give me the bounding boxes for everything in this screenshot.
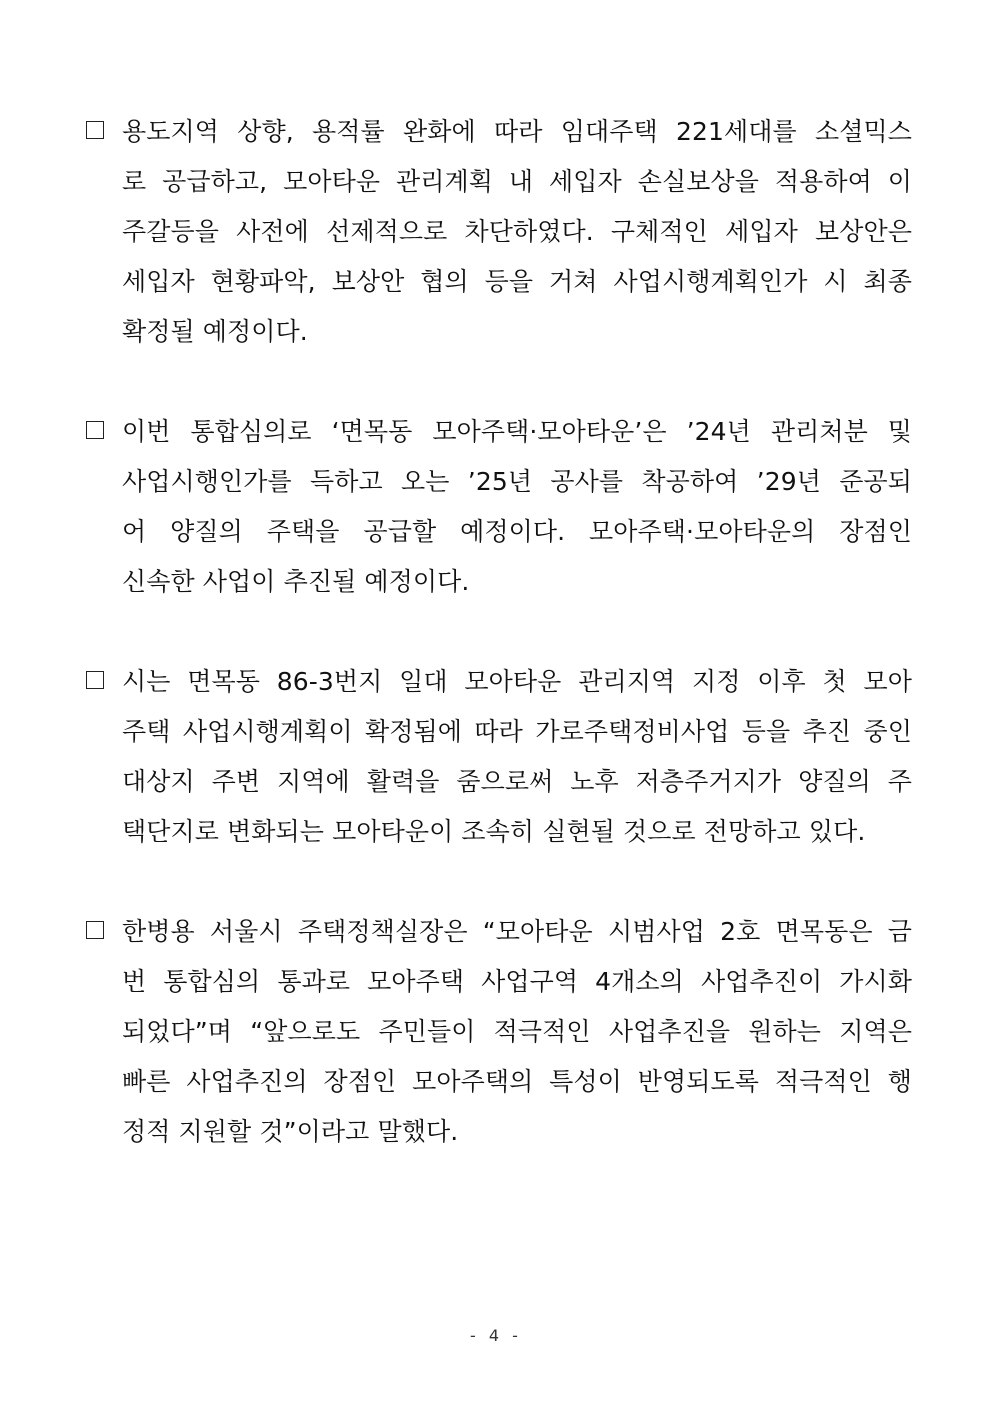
paragraph-line: 이번 통합심의로 ‘면목동 모아주택·모아타운’은 ’24년 관리처분 및 (122, 417, 912, 446)
paragraph-2 (84, 407, 912, 607)
paragraph-line: 확정될 예정이다. (122, 317, 308, 346)
paragraph-line: 대상지 주변 지역에 활력을 줌으로써 노후 저층주거지가 양질의 주 (122, 767, 912, 796)
page-number: - 4 - (470, 1326, 522, 1345)
paragraph-line: 신속한 사업이 추진될 예정이다. (122, 567, 470, 596)
paragraph-line: 택단지로 변화되는 모아타운이 조속히 실현될 것으로 전망하고 있다. (122, 817, 866, 846)
paragraph-3 (84, 657, 912, 857)
paragraph-1 (84, 107, 912, 357)
paragraph-line: 되었다”며 “앞으로도 주민들이 적극적인 사업추진을 원하는 지역은 (122, 1017, 912, 1046)
paragraph-line: 용도지역 상향, 용적률 완화에 따라 임대주택 221세대를 소셜믹스 (122, 117, 912, 146)
paragraph-line: 로 공급하고, 모아타운 관리계획 내 세입자 손실보상을 적용하여 이 (122, 167, 912, 196)
paragraph-line: 한병용 서울시 주택정책실장은 “모아타운 시범사업 2호 면목동은 금 (122, 917, 912, 946)
paragraph-line: 사업시행인가를 득하고 오는 ’25년 공사를 착공하여 ’29년 준공되 (122, 467, 912, 496)
paragraph-line: 빠른 사업추진의 장점인 모아주택의 특성이 반영되도록 적극적인 행 (122, 1067, 912, 1096)
paragraph-line: 주택 사업시행계획이 확정됨에 따라 가로주택정비사업 등을 추진 중인 (122, 717, 912, 746)
paragraph-line: 세입자 현황파악, 보상안 협의 등을 거쳐 사업시행계획인가 시 최종 (122, 267, 912, 296)
paragraph-line: 정적 지원할 것”이라고 말했다. (122, 1117, 459, 1146)
paragraph-line: 주갈등을 사전에 선제적으로 차단하였다. 구체적인 세입자 보상안은 (122, 217, 912, 246)
paragraph-line: 시는 면목동 86-3번지 일대 모아타운 관리지역 지정 이후 첫 모아 (122, 667, 912, 696)
paragraph-4 (84, 907, 912, 1157)
paragraph-line: 번 통합심의 통과로 모아주택 사업구역 4개소의 사업추진이 가시화 (122, 967, 912, 996)
paragraph-line: 어 양질의 주택을 공급할 예정이다. 모아주택·모아타운의 장점인 (122, 517, 912, 546)
